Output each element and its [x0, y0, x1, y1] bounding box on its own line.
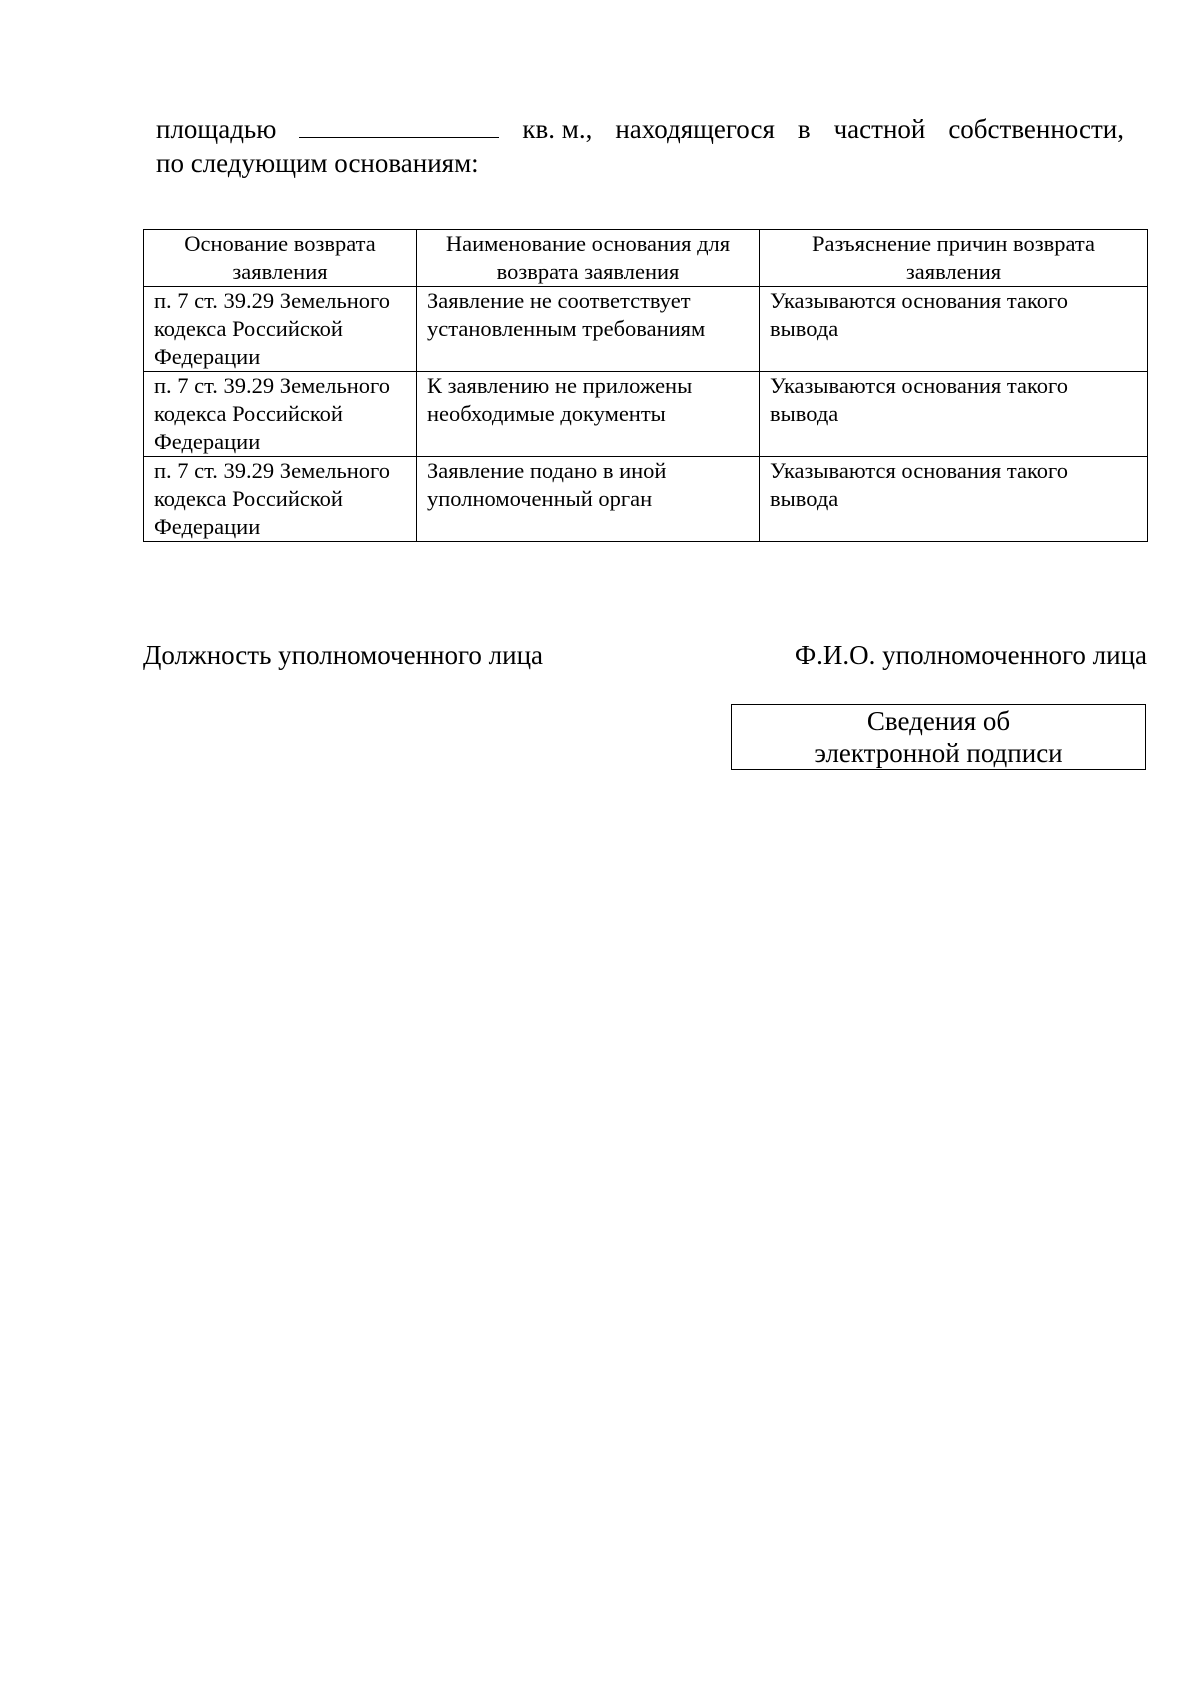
- cell-explanation: Указываются основания такого вывода: [760, 287, 1148, 372]
- table-row: [144, 372, 1148, 457]
- cell-basis: п. 7 ст. 39.29 Земельного кодекса Российской Федерации: [144, 287, 417, 372]
- header-explanation: Разъяснение причин возврата заявления: [760, 230, 1148, 287]
- cell-name: К заявлению не приложены необходимые документы: [417, 372, 760, 457]
- intro-word-area: площадью: [156, 114, 277, 144]
- intro-paragraph: [156, 112, 1124, 180]
- area-blank-field: [299, 115, 499, 138]
- header-basis: Основание возврата заявления: [144, 230, 417, 287]
- cell-explanation: Указываются основания такого вывода: [760, 372, 1148, 457]
- intro-unit-text: кв. м.,: [522, 114, 593, 144]
- intro-line-2: по следующим основаниям:: [156, 148, 479, 178]
- cell-basis: п. 7 ст. 39.29 Земельного кодекса Российской Федерации: [144, 457, 417, 542]
- cell-name: Заявление подано в иной уполномоченный орган: [417, 457, 760, 542]
- cell-explanation: Указываются основания такого вывода: [760, 457, 1148, 542]
- return-reasons-table: [143, 229, 1148, 542]
- esign-line-1: Сведения об: [866, 706, 1011, 736]
- position-label: Должность уполномоченного лица: [143, 640, 544, 670]
- table-row: [144, 287, 1148, 372]
- intro-word-private: частной: [833, 114, 926, 144]
- esign-line-2: электронной подписи: [814, 738, 1063, 768]
- electronic-signature-box: [731, 704, 1146, 770]
- cell-name: Заявление не соответствует установленным требованиям: [417, 287, 760, 372]
- cell-basis: п. 7 ст. 39.29 Земельного кодекса Российской Федерации: [144, 372, 417, 457]
- table-row: [144, 457, 1148, 542]
- table-header-row: [144, 230, 1148, 287]
- full-name-label: Ф.И.О. уполномоченного лица: [794, 640, 1147, 670]
- intro-line-1: [156, 112, 1124, 146]
- header-name: Наименование основания для возврата заявления: [417, 230, 760, 287]
- intro-word-in: в: [797, 114, 811, 144]
- intro-word-ownership: собственности,: [948, 114, 1124, 144]
- intro-word-located: находящегося: [615, 114, 775, 144]
- signature-row: [143, 638, 1147, 672]
